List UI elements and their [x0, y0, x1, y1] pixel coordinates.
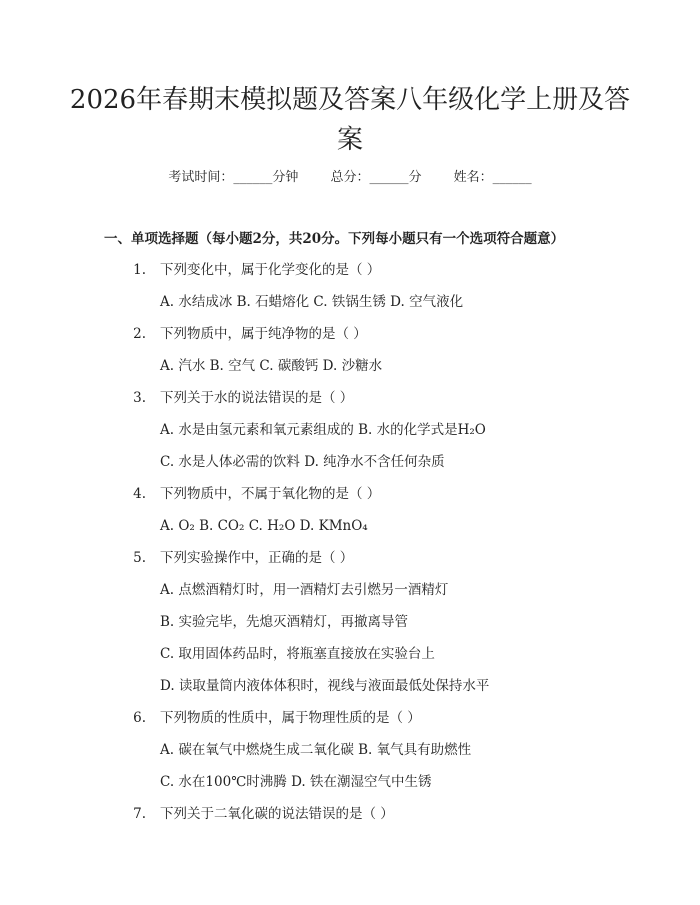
- section-heading: 一、单项选择题（每小题2分，共20分。下列每小题只有一个选项符合题意）: [104, 231, 565, 247]
- question-text: 下列物质中，属于纯净物的是（ ）: [160, 326, 367, 342]
- total-score-field: 总分：______分: [330, 170, 422, 185]
- question-5-option-b: B. 实验完毕，先熄灭酒精灯，再撤离导管: [160, 614, 409, 630]
- question-number: 2.: [133, 326, 146, 342]
- question-number: 1.: [133, 262, 146, 278]
- question-5-option-a: A. 点燃酒精灯时，用一酒精灯去引燃另一酒精灯: [160, 582, 449, 598]
- exam-time-field: 考试时间：______分钟: [168, 170, 299, 185]
- question-number: 6.: [133, 710, 146, 726]
- question-6-options-ab: A. 碳在氧气中燃烧生成二氧化碳 B. 氧气具有助燃性: [160, 742, 472, 758]
- question-3-options-ab: A. 水是由氢元素和氧元素组成的 B. 水的化学式是H₂O: [160, 422, 486, 438]
- question-text: 下列实验操作中，正确的是（ ）: [160, 550, 354, 566]
- question-number: 7.: [133, 806, 146, 822]
- document-title: 2026年春期末模拟题及答案八年级化学上册及答案: [69, 85, 631, 155]
- question-2-options: A. 汽水 B. 空气 C. 碳酸钙 D. 沙糖水: [160, 358, 383, 374]
- question-6-options-cd: C. 水在100℃时沸腾 D. 铁在潮湿空气中生锈: [160, 774, 432, 790]
- student-name-field: 姓名：______: [453, 170, 532, 185]
- question-text: 下列物质中，不属于氧化物的是（ ）: [160, 486, 381, 502]
- question-number: 5.: [133, 550, 146, 566]
- question-5-option-d: D. 读取量筒内液体体积时，视线与液面最低处保持水平: [160, 678, 490, 694]
- question-text: 下列关于水的说法错误的是（ ）: [160, 390, 354, 406]
- question-1-options: A. 水结成冰 B. 石蜡熔化 C. 铁锅生锈 D. 空气液化: [160, 294, 464, 310]
- question-text: 下列变化中，属于化学变化的是（ ）: [160, 262, 381, 278]
- question-4-options: A. O₂ B. CO₂ C. H₂O D. KMnO₄: [160, 518, 368, 534]
- question-5-option-c: C. 取用固体药品时，将瓶塞直接放在实验台上: [160, 646, 435, 662]
- question-3-options-cd: C. 水是人体必需的饮料 D. 纯净水不含任何杂质: [160, 454, 445, 470]
- exam-info: [0, 168, 700, 188]
- question-number: 4.: [133, 486, 146, 502]
- question-text: 下列物质的性质中，属于物理性质的是（ ）: [160, 710, 421, 726]
- question-number: 3.: [133, 390, 146, 406]
- question-text: 下列关于二氧化碳的说法错误的是（ ）: [160, 806, 394, 822]
